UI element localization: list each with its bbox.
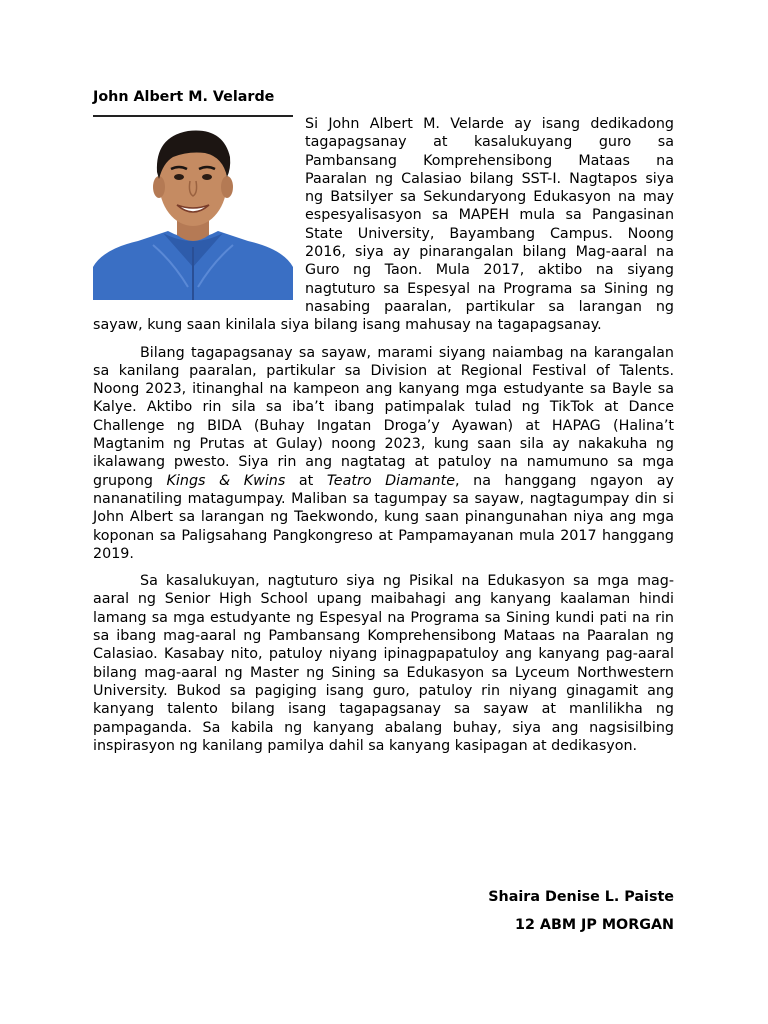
document-title: John Albert M. Velarde [93, 89, 275, 105]
author-section: 12 ABM JP MORGAN [515, 917, 674, 933]
document-page [93, 88, 674, 764]
group-teatro-diamante: Teatro Diamante [326, 472, 456, 489]
paragraph-2-text-b: at [285, 472, 327, 489]
author-name: Shaira Denise L. Paiste [488, 889, 674, 905]
paragraph-3: Sa kasalukuyan, nagtuturo siya ng Pisikal na Edukasyon sa mga mag-aaral ng Senior High School upang maibahagi ang kanyang kaalaman hindi lamang sa mga estudyante ng Espesyal na Programa sa Sining kundi pati na rin sa ibang mag-aaral ng Pambansang Komprehensibong Mataas na Paaralan ng Calasiao. Kasabay nito, patuloy niyang ipinagpapatuloy ang kanyang pag-aaral bilang mag-aaral ng Master ng Sining sa Edukasyon sa Lyceum Northwestern University. Bukod sa pagiging isang guro, patuloy rin niyang ginagamit ang kanyang talento bilang isang tagapagsanay sa sayaw at manlilikha ng pampaganda. Sa kabila ng kanyang abalang buhay, siya ang nagsisilbing inspirasyon ng kanilang pamilya dahil sa kanyang kasipagan at dedikasyon. [93, 573, 674, 754]
portrait-photo [93, 115, 293, 300]
paragraph-2 [93, 344, 674, 564]
paragraph-2-text-c: , na hanggang ngayon ay nananatiling matagumpay. Maliban sa tagumpay sa sayaw, nagtagumpay din si John Albert sa larangan ng Taekwondo, kung saan pinangunahan niya ang mga koponan sa Paligsahang Pangkongreso at Pampamayanan mula 2017 hanggang 2019. [93, 472, 674, 562]
paragraph-1: Si John Albert M. Velarde ay isang dedikadong tagapagsanay at kasalukuyang guro sa Pambansang Komprehensibong Mataas na Paaralan ng Calasiao bilang SST-I. Nagtapos siya ng Batsilyer sa Sekundaryong Edukasyon na may espesyalisasyon sa MAPEH mula sa Pangasinan State University, Bayambang Campus. Noong 2016, siya ay pinarangalan bilang Mag-aaral na Guro ng Taon. Mula 2017, aktibo na siyang nagtuturo sa Espesyal na Programa sa Sining ng nasabing paaralan, partikular sa larangan ng sayaw, kung saan kinilala siya bilang isang mahusay na tagapagsanay. [93, 116, 674, 334]
portrait-image [93, 117, 293, 300]
group-kings-kwins: Kings & Kwins [166, 472, 286, 489]
paragraph-2-text-a: Bilang tagapagsanay sa sayaw, marami siyang naiambag na karangalan sa kanilang paaralan, partikular sa Division at Regional Festival of Talents. Noong 2023, itinanghal na kampeon ang kanyang mga estudyante sa Bayle sa Kalye. Aktibo rin sila sa iba’t ibang patimpalak tulad ng TikTok at Dance Challenge ng BIDA (Buhay Ingatan Droga’y Ayawan) at HAPAG (Halina’t Magtanim ng Prutas at Gulay) noong 2023, kung saan sila ay nakakuha ng ikalawang pwesto. Siya rin ang nagtatag at patuloy na namumuno sa mga grupong [93, 344, 674, 489]
